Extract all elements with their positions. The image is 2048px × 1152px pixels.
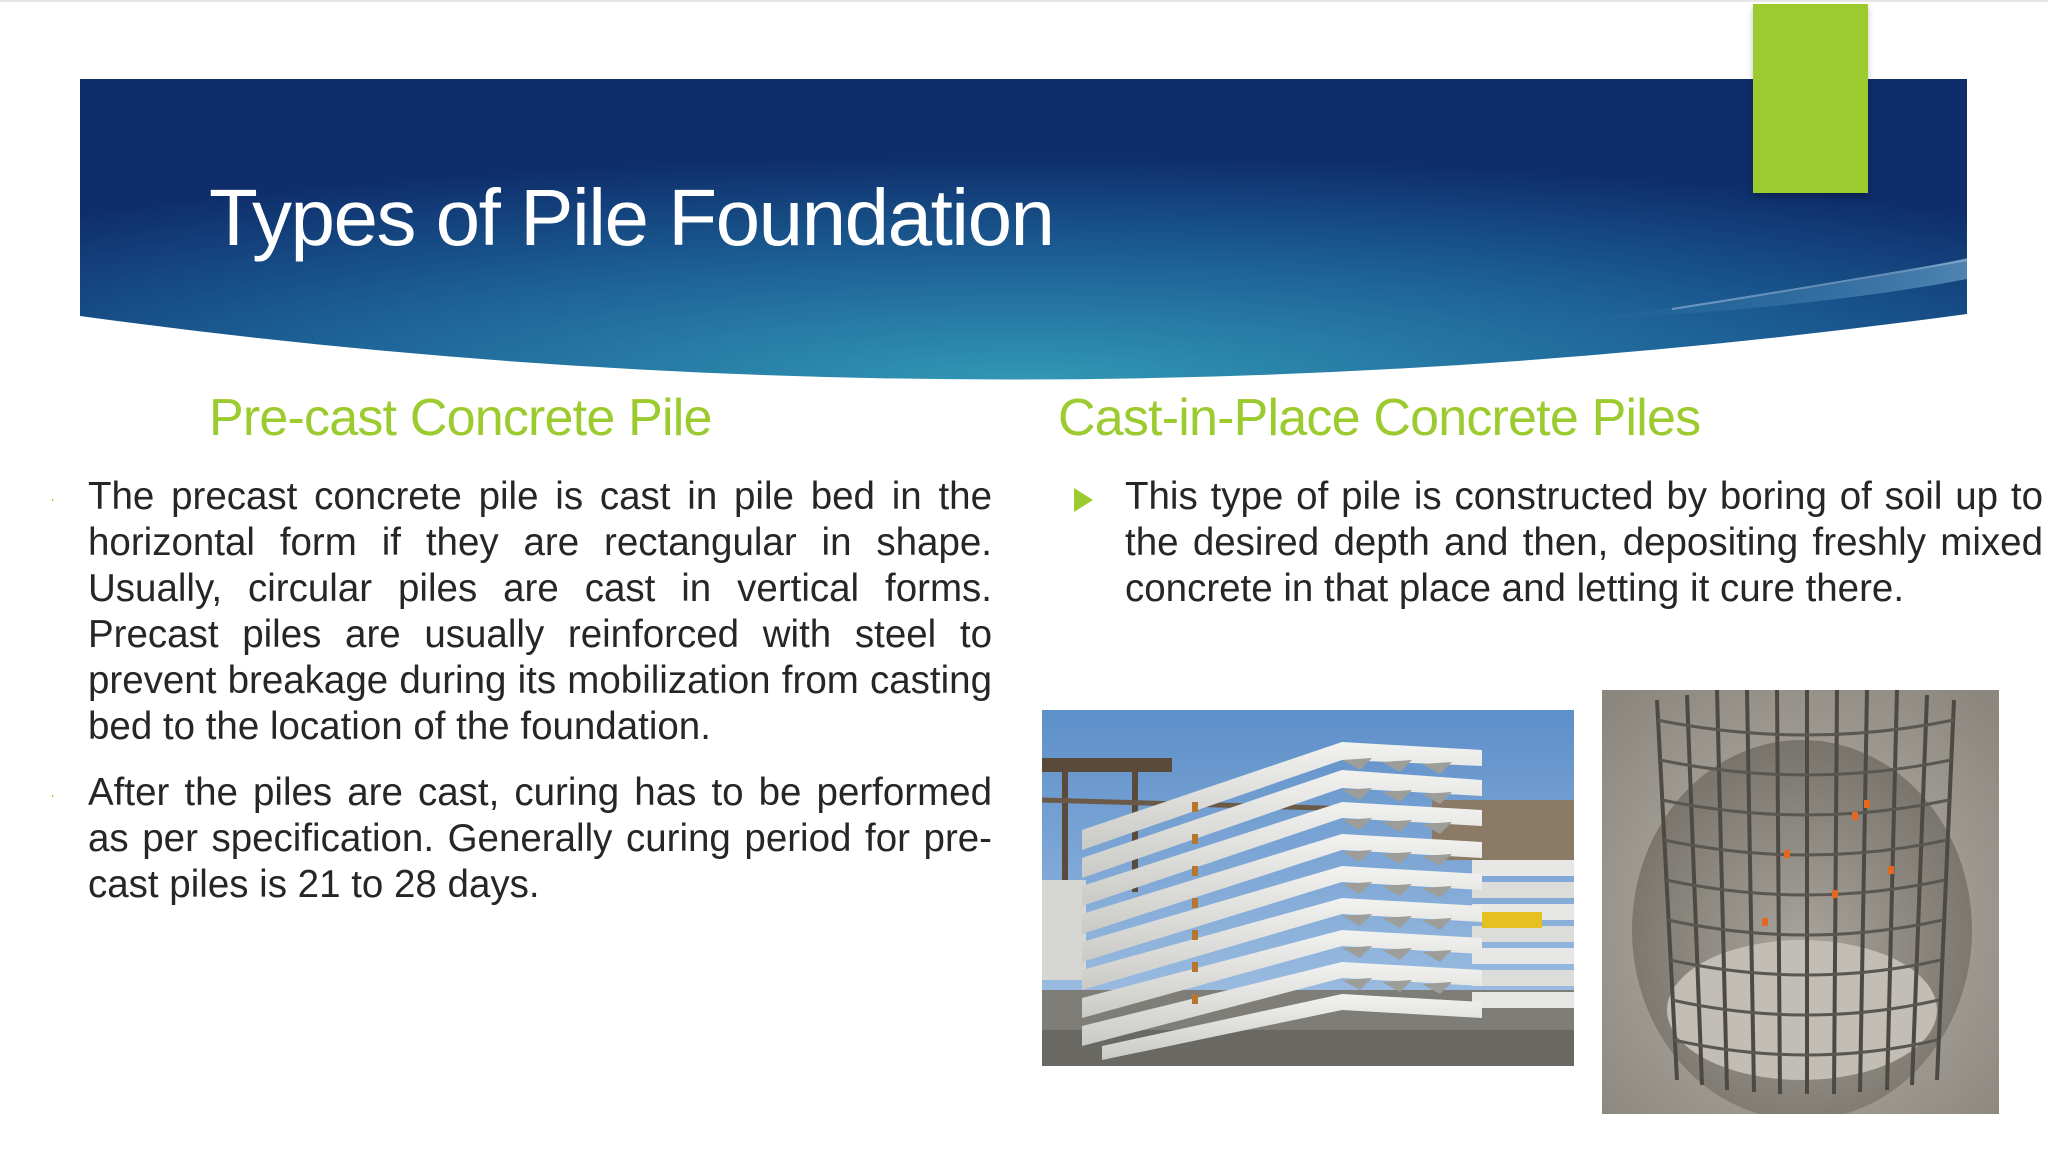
accent-tab <box>1753 4 1868 193</box>
triangle-bullet-icon <box>52 784 54 808</box>
bullet-item <box>52 770 992 908</box>
triangle-bullet-icon <box>1074 488 1093 512</box>
precast-bullet-list <box>52 474 992 928</box>
rebar-cage-in-bore-photo <box>1602 690 1999 1114</box>
precast-heading: Pre-cast Concrete Pile <box>209 389 712 447</box>
bullet-text: The precast concrete pile is cast in pile bed in the horizontal form if they are rectangular in shape. Usually, circular piles are cast in vertical forms. Precast piles are usually reinforced with steel to prevent breakage during its mobilization from casting bed to the location of the foundation. <box>88 475 992 748</box>
bullet-item <box>52 474 992 750</box>
slide-title: Types of Pile Foundation <box>209 173 1054 262</box>
triangle-bullet-icon <box>52 488 54 512</box>
window-top-rule <box>0 0 2048 2</box>
bullet-text: This type of pile is constructed by boring of soil up to the desired depth and then, depositing freshly mixed concrete in that place and letting it cure there. <box>1125 475 2043 610</box>
bullet-text: After the piles are cast, curing has to be performed as per specification. Generally curing period for pre-cast piles is 21 to 28 days. <box>88 771 992 906</box>
bullet-item <box>1079 474 2043 612</box>
cast-in-place-bullet-list <box>1079 474 2043 632</box>
slide <box>52 4 2045 1152</box>
cast-in-place-heading: Cast-in-Place Concrete Piles <box>1058 389 1701 447</box>
stacked-precast-piles-photo <box>1042 710 1574 1066</box>
